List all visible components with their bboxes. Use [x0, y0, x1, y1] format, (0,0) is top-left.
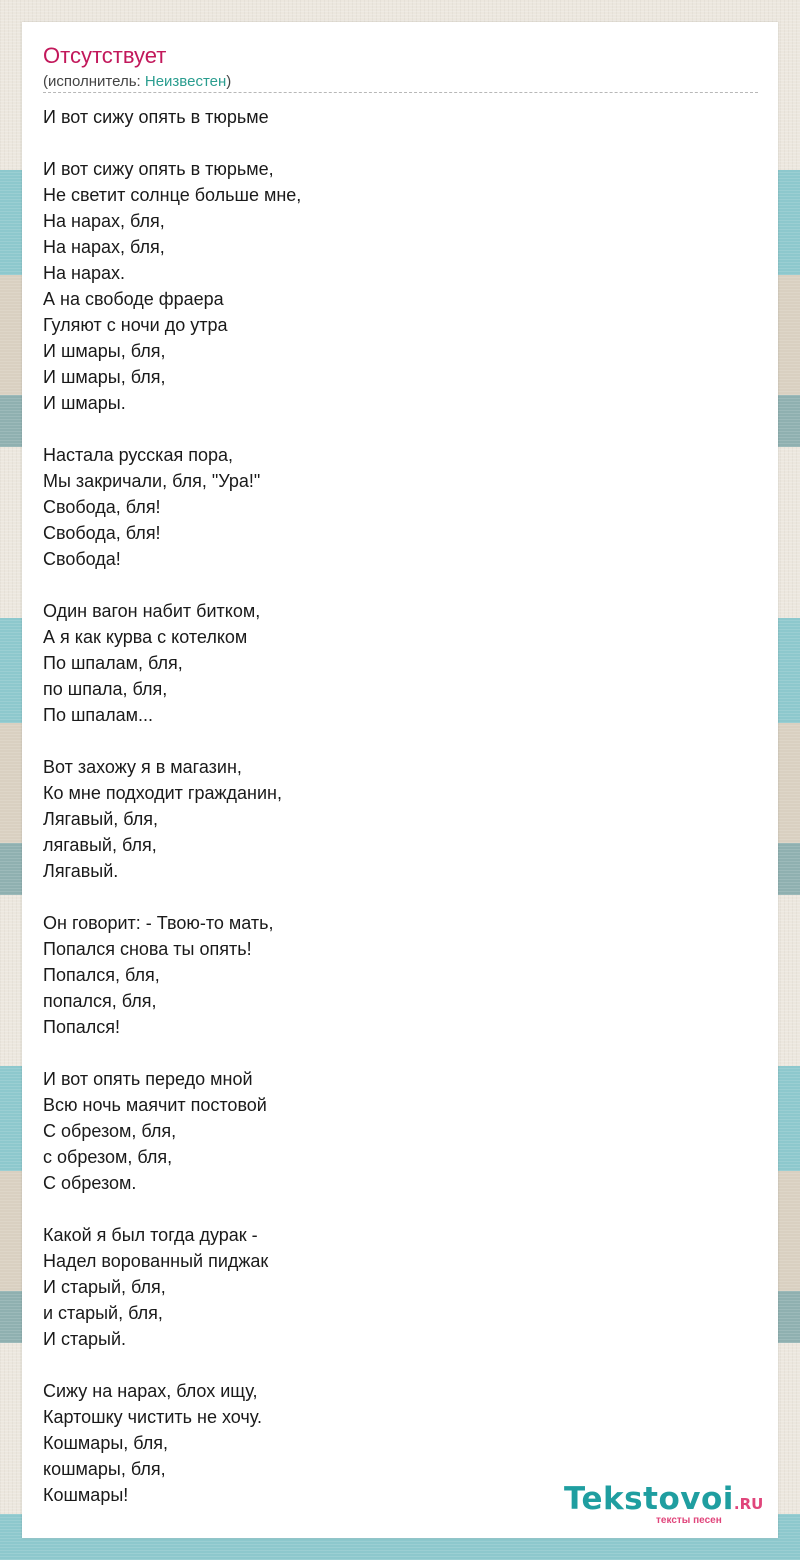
lyric-line: попался, бля, — [43, 991, 157, 1011]
lyric-line: На нарах, бля, — [43, 237, 165, 257]
artist-line — [43, 72, 231, 92]
lyric-line: С обрезом. — [43, 1173, 137, 1193]
lyric-line: Попался снова ты опять! — [43, 939, 252, 959]
lyric-line: На нарах, бля, — [43, 211, 165, 231]
lyric-line: На нарах. — [43, 263, 125, 283]
stanza-break — [43, 1352, 743, 1378]
lyric-line: Свобода, бля! — [43, 497, 161, 517]
lyric-line: И шмары, бля, — [43, 367, 166, 387]
lyric-line: Свобода! — [43, 549, 121, 569]
lyric-line: кошмары, бля, — [43, 1459, 166, 1479]
lyric-line: И вот сижу опять в тюрьме — [43, 107, 269, 127]
lyric-line: И старый, бля, — [43, 1277, 166, 1297]
lyric-line: Сижу на нарах, блох ищу, — [43, 1381, 258, 1401]
lyric-line: Картошку чистить не хочу. — [43, 1407, 262, 1427]
lyric-line: Лягавый. — [43, 861, 119, 881]
stanza-break — [43, 572, 743, 598]
site-logo[interactable] — [564, 1482, 770, 1532]
lyric-line: Вот захожу я в магазин, — [43, 757, 242, 777]
lyric-line: И вот опять передо мной — [43, 1069, 253, 1089]
lyric-line: Попался, бля, — [43, 965, 160, 985]
stanza-break — [43, 728, 743, 754]
lyric-line: и старый, бля, — [43, 1303, 163, 1323]
stanza-break — [43, 130, 743, 156]
lyric-line: Настала русская пора, — [43, 445, 233, 465]
lyric-line: По шпалам, бля, — [43, 653, 183, 673]
lyric-line: Свобода, бля! — [43, 523, 161, 543]
lyric-line: Лягавый, бля, — [43, 809, 159, 829]
lyric-line: По шпалам... — [43, 705, 154, 725]
lyric-line: Гуляют с ночи до утра — [43, 315, 228, 335]
lyric-line: А на свободе фраера — [43, 289, 224, 309]
logo-tagline: тексты песен — [656, 1515, 722, 1526]
stanza-break — [43, 1040, 743, 1066]
artist-link[interactable]: Неизвестен — [144, 73, 227, 90]
lyric-line: Не светит солнце больше мне, — [43, 185, 302, 205]
stanza-break — [43, 416, 743, 442]
logo-tld: .RU — [733, 1495, 764, 1513]
lyric-line: И шмары, бля, — [43, 341, 166, 361]
lyric-line: Какой я был тогда дурак - — [43, 1225, 258, 1245]
lyric-line: И старый. — [43, 1329, 126, 1349]
stanza-break — [43, 1196, 743, 1222]
lyric-line: Он говорит: - Твою-то мать, — [43, 913, 274, 933]
artist-prefix: (исполнитель: — [43, 73, 145, 90]
lyric-line: Один вагон набит битком, — [43, 601, 261, 621]
lyric-line: с обрезом, бля, — [43, 1147, 173, 1167]
lyric-line: А я как курва с котелком — [43, 627, 248, 647]
lyric-line: С обрезом, бля, — [43, 1121, 177, 1141]
title-divider — [43, 92, 758, 93]
song-title: Отсутствует — [43, 43, 167, 68]
lyric-line: Попался! — [43, 1017, 120, 1037]
lyric-line: Кошмары, бля, — [43, 1433, 169, 1453]
lyric-line: Ко мне подходит гражданин, — [43, 783, 282, 803]
lyric-line: Кошмары! — [43, 1485, 129, 1505]
lyric-line: И шмары. — [43, 393, 126, 413]
logo-name: Tekstovoi — [564, 1481, 734, 1517]
lyric-line: лягавый, бля, — [43, 835, 157, 855]
lyrics-text — [43, 104, 743, 1508]
lyric-line: Мы закричали, бля, "Ура!" — [43, 471, 261, 491]
lyric-line: по шпала, бля, — [43, 679, 168, 699]
lyric-line: Надел ворованный пиджак — [43, 1251, 269, 1271]
lyric-line: Всю ночь маячит постовой — [43, 1095, 267, 1115]
lyric-line: И вот сижу опять в тюрьме, — [43, 159, 274, 179]
artist-suffix: ) — [226, 73, 232, 90]
stanza-break — [43, 884, 743, 910]
lyrics-card — [22, 22, 778, 1538]
